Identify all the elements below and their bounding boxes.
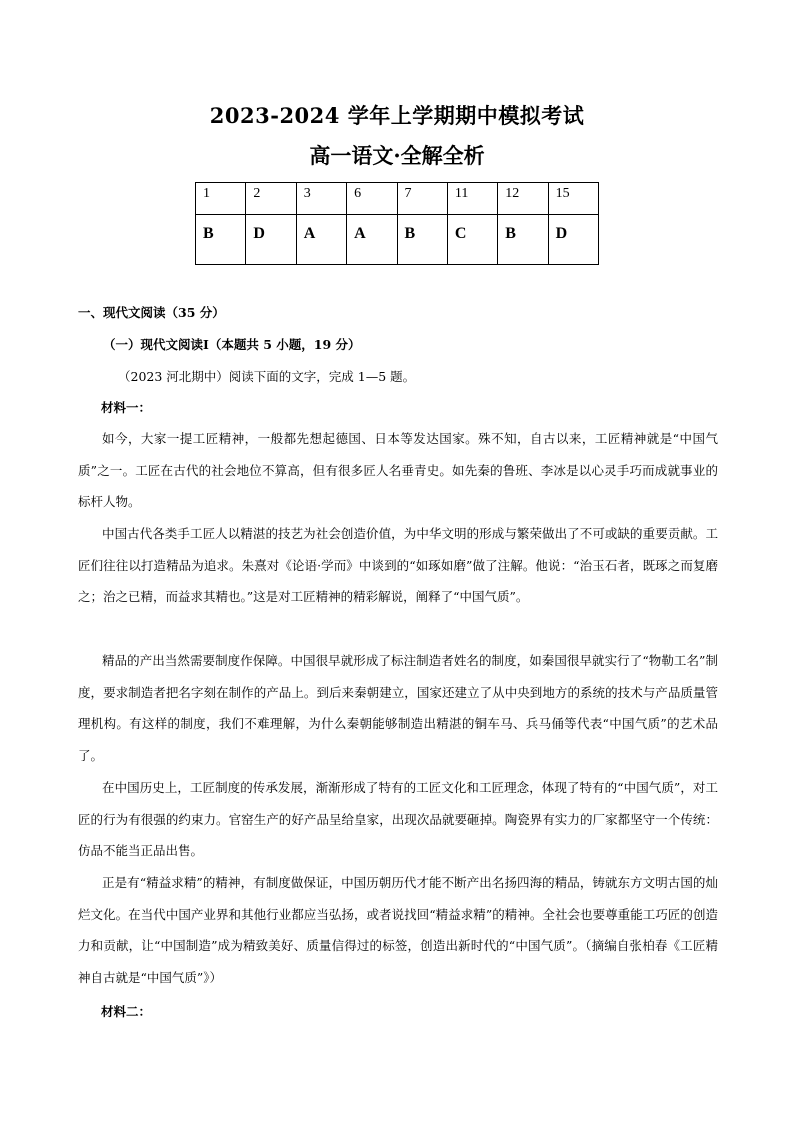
subsection-heading: （一）现代文阅读Ⅰ（本题共 5 小题，19 分） xyxy=(103,337,361,352)
paragraph: 正是有“精益求精”的精神，有制度做保证，中国历朝历代才能不断产出名扬四海的精品，铸就东方文明古国的灿烂文化。在当代中国产业界和其他行业都应当弘扬，或者说找回“精益求精”的精神。全社会也要尊重能工巧匠的创造力和贡献，让“中国制造”成为精致美好、质量信得过的标签，创造出新时代的“中国气质”。（摘编自张柏春《工匠精神自古就是“中国气质”》） xyxy=(78,875,718,985)
paragraph: 中国古代各类手工匠人以精湛的技艺为社会创造价值，为中华文明的形成与繁荣做出了不可或缺的重要贡献。工匠们往往以打造精品为追求。朱熹对《论语·学而》中谈到的“如琢如磨”做了注解。他说：“治玉石者，既琢之而复磨之；治之已精，而益求其精也。”这是对工匠精神的精彩解说，阐释了“中国气质”。 xyxy=(78,526,718,604)
question-number: 11 xyxy=(447,183,497,215)
question-number: 1 xyxy=(196,183,246,215)
paragraph: 精品的产出当然需要制度作保障。中国很早就形成了标注制造者姓名的制度，如秦国很早就实行了“物勒工名”制度，要求制造者把名字刻在制作的产品上。到后来秦朝建立，国家还建立了从中央到地方的系统的技术与产品质量管理机构。有这样的制度，我们不难理解，为什么秦朝能够制造出精湛的铜车马、兵马俑等代表“中国气质”的艺术品了。 xyxy=(78,653,718,763)
answer-cell: B xyxy=(397,215,447,265)
paragraph: 在中国历史上，工匠制度的传承发展，渐渐形成了特有的工匠文化和工匠理念，体现了特有的“中国气质”，对工匠的行为有很强的约束力。官窑生产的好产品呈给皇家，出现次品就要砸掉。陶瓷界有实力的厂家都坚守一个传统：仿品不能当正品出售。 xyxy=(78,780,718,858)
question-number: 3 xyxy=(296,183,346,215)
question-number: 2 xyxy=(246,183,296,215)
reading-instruction: （2023 河北期中）阅读下面的文字，完成 1—5 题。 xyxy=(118,369,416,384)
question-number: 12 xyxy=(498,183,548,215)
answer-table xyxy=(195,182,599,265)
answer-cell: C xyxy=(447,215,497,265)
question-number-row xyxy=(196,183,599,215)
exam-title: 2023-2024 学年上学期期中模拟考试 xyxy=(209,103,585,128)
answer-row xyxy=(196,215,599,265)
answer-cell: B xyxy=(498,215,548,265)
question-number: 7 xyxy=(397,183,447,215)
paragraph: 如今，大家一提工匠精神，一般都先想起德国、日本等发达国家。殊不知，自古以来，工匠精神就是“中国气质”之一。工匠在古代的社会地位不算高，但有很多匠人名垂青史。如先秦的鲁班、李冰是以心灵手巧而成就事业的标杆人物。 xyxy=(78,431,718,509)
question-number: 15 xyxy=(548,183,598,215)
exam-subtitle: 高一语文·全解全析 xyxy=(309,143,485,168)
material-2-label: 材料二： xyxy=(101,1004,152,1019)
question-number: 6 xyxy=(347,183,397,215)
answer-cell: A xyxy=(296,215,346,265)
answer-cell: A xyxy=(347,215,397,265)
answer-cell: B xyxy=(196,215,246,265)
section-heading: 一、现代文阅读（35 分） xyxy=(78,305,225,320)
answer-cell: D xyxy=(548,215,598,265)
answer-cell: D xyxy=(246,215,296,265)
material-1-label: 材料一： xyxy=(101,400,152,415)
